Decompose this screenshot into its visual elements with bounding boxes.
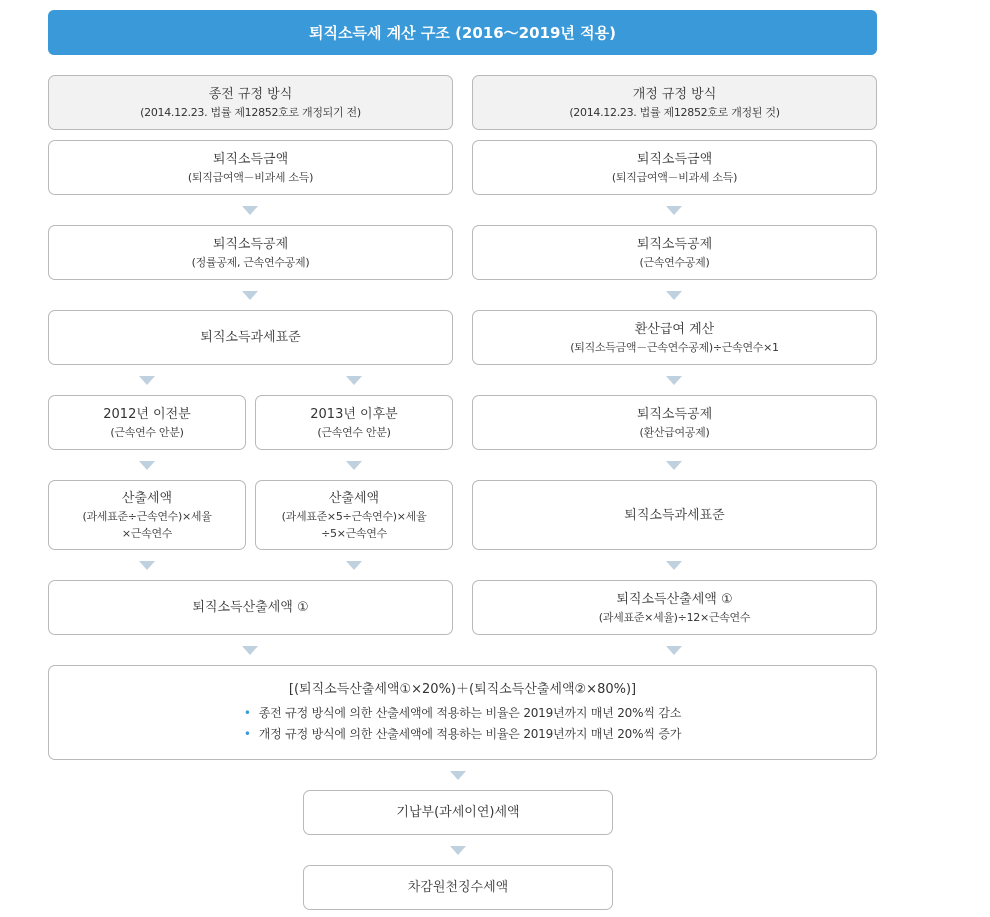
arrow-down-icon (139, 561, 155, 570)
old-deduction-label: 퇴직소득공제 (212, 236, 289, 252)
arrow-down-icon (346, 561, 362, 570)
final-tax-box (303, 865, 613, 910)
new-method-title: 개정 규정 방식 (632, 86, 717, 102)
old-tax-base-label: 퇴직소득과세표준 (200, 330, 301, 345)
old-result-box (48, 580, 453, 635)
old-deduction-box (48, 225, 453, 280)
arrow-down-icon (139, 461, 155, 470)
before-2012-label: 2012년 이전분 (103, 406, 191, 422)
new-deduction2-note: (환산급여공제) (639, 425, 710, 439)
old-income-label: 퇴직소득금액 (212, 151, 289, 167)
after-2013-note: (근속연수 안분) (317, 425, 391, 439)
calc-after-formula: (과세표준×5÷근속연수)×세율 (281, 509, 427, 523)
old-method-note: (2014.12.23. 법률 제12852호로 개정되기 전) (140, 105, 361, 119)
new-deduction-box (472, 225, 877, 280)
old-method-title: 종전 규정 방식 (208, 86, 293, 102)
new-income-label: 퇴직소득금액 (636, 151, 713, 167)
before-2012-note: (근속연수 안분) (110, 425, 184, 439)
arrow-down-icon (450, 846, 466, 855)
prepaid-tax-label: 기납부(과세이연)세액 (396, 805, 520, 820)
arrow-down-icon (139, 376, 155, 385)
new-converted-note: (퇴직소득금액－근속연수공제)÷근속연수×1 (570, 340, 779, 354)
new-result-box (472, 580, 877, 635)
new-converted-box (472, 310, 877, 365)
calc-after-formula-cont: ÷5×근속연수 (321, 526, 387, 540)
old-result-label: 퇴직소득산출세액 ① (192, 600, 309, 615)
new-income-note: (퇴직급여액－비과세 소득) (611, 170, 738, 184)
arrow-down-icon (346, 376, 362, 385)
arrow-down-icon (346, 461, 362, 470)
new-deduction2-label: 퇴직소득공제 (636, 406, 713, 422)
arrow-down-icon (666, 206, 682, 215)
combined-notes (244, 703, 681, 745)
new-deduction-label: 퇴직소득공제 (636, 236, 713, 252)
new-result-formula: (과세표준×세율)÷12×근속연수 (598, 610, 751, 624)
calc-after-label: 산출세액 (328, 490, 380, 506)
old-income-box (48, 140, 453, 195)
calc-after-box (255, 480, 453, 550)
arrow-down-icon (666, 461, 682, 470)
calc-before-box (48, 480, 246, 550)
after-2013-label: 2013년 이후분 (310, 406, 398, 422)
calc-before-formula-cont: ×근속연수 (121, 526, 173, 540)
arrow-down-icon (666, 376, 682, 385)
final-tax-label: 차감원천징수세액 (407, 880, 509, 895)
arrow-down-icon (242, 206, 258, 215)
bullet-icon: • (243, 727, 251, 741)
combined-note (244, 703, 681, 724)
combined-note-text: 종전 규정 방식에 의한 산출세액에 적용하는 비율은 2019년까지 매년 20%씩 감소 (258, 706, 682, 720)
old-tax-base-box (48, 310, 453, 365)
combined-note-text: 개정 규정 방식에 의한 산출세액에 적용하는 비율은 2019년까지 매년 20%씩 증가 (258, 727, 682, 741)
arrow-down-icon (450, 771, 466, 780)
diagram-title: 퇴직소득세 계산 구조 (2016～2019년 적용) (48, 10, 877, 55)
combined-box (48, 665, 877, 760)
new-method-header (472, 75, 877, 130)
old-method-header (48, 75, 453, 130)
new-tax-base-box (472, 480, 877, 550)
new-result-label: 퇴직소득산출세액 ① (616, 591, 733, 607)
before-2012-box (48, 395, 246, 450)
arrow-down-icon (242, 291, 258, 300)
arrow-down-icon (666, 646, 682, 655)
new-tax-base-label: 퇴직소득과세표준 (624, 507, 725, 523)
new-deduction-note: (근속연수공제) (639, 255, 710, 269)
calc-before-formula: (과세표준÷근속연수)×세율 (82, 509, 212, 523)
combined-note (244, 724, 681, 745)
arrow-down-icon (666, 291, 682, 300)
combined-formula: [(퇴직소득산출세액①×20%)＋(퇴직소득산출세액②×80%)] (288, 682, 637, 697)
new-method-note: (2014.12.23. 법률 제12852호로 개정된 것) (569, 105, 780, 119)
bullet-icon: • (243, 706, 251, 720)
old-deduction-note: (정률공제, 근속연수공제) (191, 255, 310, 269)
new-converted-label: 환산급여 계산 (634, 321, 715, 337)
calc-before-label: 산출세액 (121, 490, 173, 506)
arrow-down-icon (242, 646, 258, 655)
arrow-down-icon (666, 561, 682, 570)
prepaid-tax-box (303, 790, 613, 835)
new-income-box (472, 140, 877, 195)
new-deduction2-box (472, 395, 877, 450)
old-income-note: (퇴직급여액－비과세 소득) (187, 170, 314, 184)
after-2013-box (255, 395, 453, 450)
